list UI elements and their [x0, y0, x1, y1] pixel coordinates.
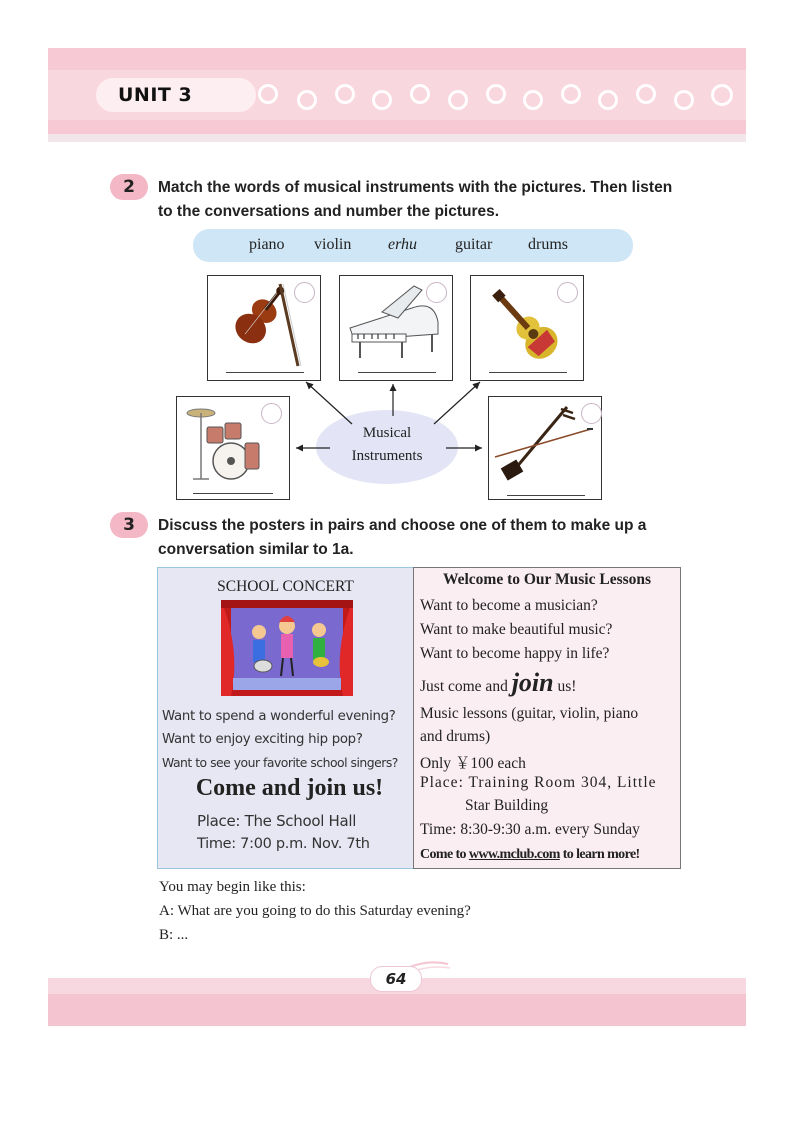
poster-left-title: SCHOOL CONCERT — [217, 578, 354, 595]
poster-right-lessons-line1: Music lessons (guitar, violin, piano — [420, 705, 639, 722]
poster-left-time: Time: 7:00 p.m. Nov. 7th — [197, 836, 370, 852]
center-label-line2: Instruments — [351, 448, 423, 464]
section-2-instruction-line2: to the conversations and number the pictures. — [158, 203, 500, 220]
word-guitar: guitar — [455, 236, 493, 253]
poster-right-cta — [420, 847, 640, 863]
center-label-line1: Musical — [362, 425, 412, 441]
poster-left-question-2: Want to enjoy exciting hip pop? — [162, 732, 363, 747]
join-word: join — [511, 668, 554, 697]
poster-right-question-1: Want to become a musician? — [420, 597, 598, 614]
poster-left-place: Place: The School Hall — [197, 812, 357, 830]
connector-arrows — [0, 0, 793, 560]
section-2-instruction-line1: Match the words of musical instruments with the pictures. Then listen — [158, 179, 673, 196]
poster-left-slogan: Come and join us! — [195, 775, 384, 801]
dialogue-line-b: B: ... — [159, 927, 189, 943]
poster-right-title: Welcome to Our Music Lessons — [442, 571, 652, 588]
poster-right-question-3: Want to become happy in life? — [420, 645, 610, 662]
poster-right-question-2: Want to make beautiful music? — [420, 621, 613, 638]
page-number: 64 — [370, 966, 422, 992]
poster-right-time: Time: 8:30-9:30 a.m. every Sunday — [420, 821, 640, 838]
section-3-instruction-line2: conversation similar to 1a. — [158, 541, 354, 558]
word-erhu: erhu — [388, 236, 418, 253]
poster-left-question-3: Want to see your favorite school singers? — [162, 755, 398, 770]
cta-prefix: Come to — [420, 847, 466, 862]
prompt-intro: You may begin like this: — [159, 879, 306, 895]
concert-stage-illustration — [221, 600, 353, 696]
word-violin: violin — [314, 236, 352, 253]
cta-suffix: to learn more! — [562, 847, 640, 862]
join-prefix: Just come and — [420, 678, 508, 695]
section-3-instruction-line1: Discuss the posters in pairs and choose one of them to make up a — [158, 517, 647, 534]
unit-title: UNIT 3 — [118, 84, 193, 106]
poster-right-place-line2: Star Building — [465, 797, 549, 814]
join-suffix: us! — [557, 678, 577, 695]
poster-left-question-1: Want to spend a wonderful evening? — [162, 709, 396, 724]
section-2-number: 2 — [110, 174, 148, 200]
section-3-number: 3 — [110, 512, 148, 538]
poster-right-price: Only ￥100 each — [420, 755, 526, 772]
word-piano: piano — [249, 236, 285, 253]
word-drums: drums — [528, 236, 568, 253]
poster-right-place-line1: Place: Training Room 304, Little — [420, 774, 657, 791]
dialogue-line-a: A: What are you going to do this Saturday evening? — [159, 903, 471, 919]
poster-right-lessons-line2: and drums) — [420, 728, 491, 745]
mclub-link[interactable]: www.mclub.com — [468, 847, 560, 862]
poster-right-join-line — [420, 668, 576, 698]
